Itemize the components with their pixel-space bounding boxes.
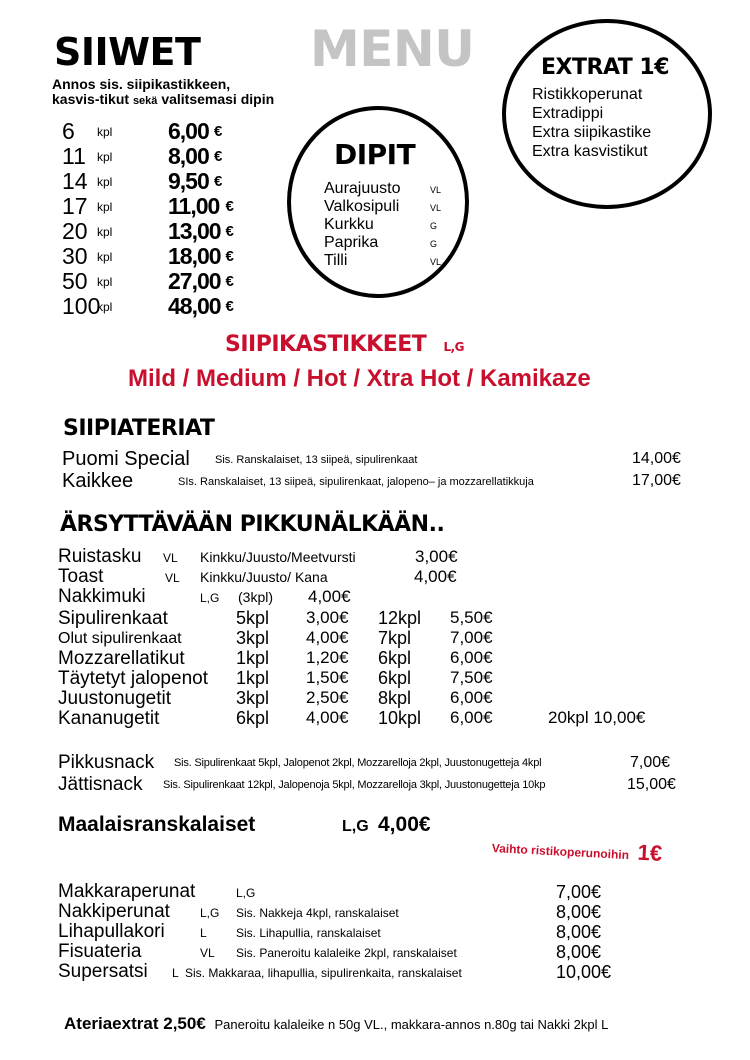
dip-name: Paprika bbox=[324, 234, 379, 251]
starter-price2: 6,00€ bbox=[450, 688, 493, 707]
starter-price: 4,00€ bbox=[414, 567, 457, 586]
starter-price: 4,00€ bbox=[308, 587, 351, 606]
siiwet-currency: € bbox=[214, 123, 223, 140]
starter-price1: 4,00€ bbox=[306, 708, 349, 727]
siiwet-price: 18,00 bbox=[168, 243, 221, 269]
extra-item: Extradippi bbox=[532, 105, 604, 122]
starter-name: Kananugetit bbox=[58, 708, 160, 729]
starter-price: 3,00€ bbox=[415, 547, 458, 566]
starter-qty2: 6kpl bbox=[378, 668, 412, 688]
starter-desc: (3kpl) bbox=[238, 589, 274, 605]
siiwet-qty: 50 bbox=[62, 268, 88, 294]
starter-qty1: 3kpl bbox=[236, 688, 270, 708]
starter-price2: 6,00€ bbox=[450, 708, 493, 727]
dip-name: Kurkku bbox=[324, 216, 374, 233]
meal-desc: Sis. Nakkeja 4kpl, ranskalaiset bbox=[236, 906, 399, 920]
extra-item: Ristikkoperunat bbox=[532, 86, 643, 103]
meal-price: 8,00€ bbox=[556, 922, 602, 942]
siiwet-unit: kpl bbox=[97, 175, 113, 189]
siipiateriat-title: SIIPIATERIAT bbox=[63, 416, 215, 441]
siiwet-qty: 100 bbox=[62, 293, 101, 319]
starter-desc: Kinkku/Juusto/Meetvursti bbox=[200, 549, 356, 565]
siiwet-unit: kpl bbox=[97, 125, 113, 139]
dipit-title: DIPIT bbox=[334, 138, 416, 171]
meal-name: Supersatsi bbox=[58, 961, 148, 982]
siiwet-currency: € bbox=[214, 148, 223, 165]
starter-price2: 7,50€ bbox=[450, 668, 493, 687]
starter-tag: VL bbox=[165, 571, 180, 585]
ateria-desc: SIs. Ranskalaiset, 13 siipeä, sipulirenkaat, jalopeno– ja mozzarellatikkuja bbox=[178, 476, 534, 488]
meal-name: Fisuateria bbox=[58, 941, 142, 962]
siiwet-qty: 11 bbox=[62, 143, 86, 169]
starter-price2: 6,00€ bbox=[450, 648, 493, 667]
footer-extras: Ateriaextrat 2,50€ Paneroitu kalaleike n 50g VL., makkara-annos n.80g tai Nakki 2kpl L bbox=[64, 1014, 609, 1033]
starter-name: Ruistasku bbox=[58, 546, 142, 567]
starter-qty1: 3kpl bbox=[236, 628, 270, 648]
snack-name: Jättisnack bbox=[58, 774, 143, 795]
siiwet-price: 27,00 bbox=[168, 268, 221, 294]
menu-title: MENU bbox=[310, 20, 475, 78]
meal-price: 8,00€ bbox=[556, 902, 602, 922]
maalais-name: Maalaisranskalaiset bbox=[58, 813, 256, 836]
meal-price: 7,00€ bbox=[556, 882, 602, 902]
kastikkeet-flavors: Mild / Medium / Hot / Xtra Hot / Kamikaze bbox=[128, 365, 591, 392]
starter-name: Juustonugetit bbox=[58, 688, 172, 709]
meal-tag: L,G bbox=[200, 906, 220, 920]
siiwet-qty: 6 bbox=[62, 118, 75, 144]
snack-price: 7,00€ bbox=[630, 754, 671, 771]
siiwet-qty: 20 bbox=[62, 218, 88, 244]
starter-qty1: 5kpl bbox=[236, 608, 270, 628]
siiwet-currency: € bbox=[225, 198, 234, 215]
siiwet-currency: € bbox=[225, 298, 234, 315]
starter-name: Toast bbox=[58, 566, 104, 587]
starter-price1: 1,20€ bbox=[306, 648, 349, 667]
ateria-desc: Sis. Ranskalaiset, 13 siipeä, sipulirenkaat bbox=[215, 454, 418, 466]
meal-tag: L,G bbox=[236, 886, 256, 900]
starter-desc: Kinkku/Juusto/ Kana bbox=[200, 569, 328, 585]
maalais-price: 4,00€ bbox=[378, 813, 431, 836]
snack-desc: Sis. Sipulirenkaat 5kpl, Jalopenot 2kpl, Mozzarelloja 2kpl, Juustonugetteja 4kpl bbox=[174, 757, 542, 769]
meal-tag: VL bbox=[200, 946, 215, 960]
meal-desc: Sis. Makkaraa, lihapullia, sipulirenkaita, ranskalaiset bbox=[185, 966, 462, 980]
siiwet-price: 9,50 bbox=[168, 168, 209, 194]
starter-price1: 3,00€ bbox=[306, 608, 349, 627]
siiwet-qty: 14 bbox=[62, 168, 88, 194]
starter-qty1: 6kpl bbox=[236, 708, 270, 728]
snack-name: Pikkusnack bbox=[58, 752, 155, 773]
dip-tag: VL bbox=[430, 185, 442, 195]
siiwet-price: 48,00 bbox=[168, 293, 221, 319]
siiwet-unit: kpl bbox=[97, 150, 113, 164]
kastikkeet-title: SIIPIKASTIKKEET L,G bbox=[225, 332, 465, 357]
maalais-tag: L,G bbox=[342, 818, 369, 835]
meal-price: 8,00€ bbox=[556, 942, 602, 962]
siiwet-currency: € bbox=[214, 173, 223, 190]
snack-price: 15,00€ bbox=[627, 776, 676, 793]
starter-price2: 7,00€ bbox=[450, 628, 493, 647]
siiwet-price: 11,00 bbox=[168, 193, 220, 219]
siiwet-title: SIIWET bbox=[54, 30, 201, 74]
siiwet-currency: € bbox=[225, 273, 234, 290]
meal-name: Nakkiperunat bbox=[58, 901, 170, 922]
extrat-title: EXTRAT 1€ bbox=[541, 55, 670, 80]
starter-qty2: 7kpl bbox=[378, 628, 412, 648]
starter-qty2: 10kpl bbox=[378, 708, 422, 728]
dip-tag: G bbox=[430, 239, 438, 249]
siiwet-qty: 17 bbox=[62, 193, 88, 219]
siiwet-unit: kpl bbox=[97, 275, 113, 289]
starter-qty1: 1kpl bbox=[236, 648, 270, 668]
meal-desc: Sis. Paneroitu kalaleike 2kpl, ranskalaiset bbox=[236, 946, 457, 960]
ateria-name: Puomi Special bbox=[62, 448, 190, 470]
starter-qty3: 20kpl 10,00€ bbox=[548, 708, 646, 727]
starter-tag: VL bbox=[163, 551, 178, 565]
meal-name: Lihapullakori bbox=[58, 921, 165, 942]
starter-price1: 2,50€ bbox=[306, 688, 349, 707]
dip-tag: VL bbox=[430, 203, 442, 213]
dip-name: Tilli bbox=[324, 252, 348, 269]
meal-desc: Sis. Lihapullia, ranskalaiset bbox=[236, 926, 381, 940]
starter-name: Nakkimuki bbox=[58, 586, 146, 607]
dip-tag: G bbox=[430, 221, 438, 231]
swap-note: Vaihto ristikoperunoihin 1€ bbox=[491, 839, 663, 866]
siiwet-price: 8,00 bbox=[168, 143, 209, 169]
starter-qty1: 1kpl bbox=[236, 668, 270, 688]
siiwet-price: 6,00 bbox=[168, 118, 209, 144]
dip-name: Aurajuusto bbox=[324, 180, 401, 197]
starter-name: Mozzarellatikut bbox=[58, 648, 185, 669]
siiwet-unit: kpl bbox=[97, 200, 113, 214]
ateria-price: 17,00€ bbox=[632, 472, 681, 489]
starter-price1: 1,50€ bbox=[306, 668, 349, 687]
siiwet-qty: 30 bbox=[62, 243, 88, 269]
starter-qty2: 8kpl bbox=[378, 688, 412, 708]
snack-desc: Sis. Sipulirenkaat 12kpl, Jalopenoja 5kpl, Mozzarelloja 3kpl, Juustonugetteja 10kp bbox=[163, 779, 546, 791]
starter-name: Täytetyt jalopenot bbox=[58, 668, 208, 689]
starter-qty2: 12kpl bbox=[378, 608, 422, 628]
starter-price1: 4,00€ bbox=[306, 628, 349, 647]
dip-tag: VL bbox=[430, 257, 442, 267]
siiwet-currency: € bbox=[225, 223, 234, 240]
meal-tag: L bbox=[172, 966, 179, 980]
starter-qty2: 6kpl bbox=[378, 648, 412, 668]
extra-item: Extra kasvistikut bbox=[532, 143, 648, 160]
extra-item: Extra siipikastike bbox=[532, 124, 652, 141]
ateria-name: Kaikkee bbox=[62, 470, 134, 492]
starter-price2: 5,50€ bbox=[450, 608, 493, 627]
siiwet-currency: € bbox=[225, 248, 234, 265]
starter-name: Sipulirenkaat bbox=[58, 608, 168, 629]
ateria-price: 14,00€ bbox=[632, 450, 681, 467]
meal-name: Makkaraperunat bbox=[58, 881, 196, 902]
siiwet-unit: kpl bbox=[97, 300, 113, 314]
siiwet-price: 13,00 bbox=[168, 218, 221, 244]
siiwet-unit: kpl bbox=[97, 225, 113, 239]
meal-price: 10,00€ bbox=[556, 962, 612, 982]
siiwet-unit: kpl bbox=[97, 250, 113, 264]
dip-name: Valkosipuli bbox=[324, 198, 400, 215]
meal-tag: L bbox=[200, 926, 207, 940]
siiwet-description: Annos sis. siipikastikkeen, kasvis-tikut sekä valitsemasi dipin bbox=[52, 76, 275, 107]
starter-tag: L,G bbox=[200, 591, 220, 605]
starter-name: Olut sipulirenkaat bbox=[58, 630, 182, 647]
starters-title: ÄRSYTTÄVÄÄN PIKKUNÄLKÄÄN.. bbox=[60, 512, 445, 537]
